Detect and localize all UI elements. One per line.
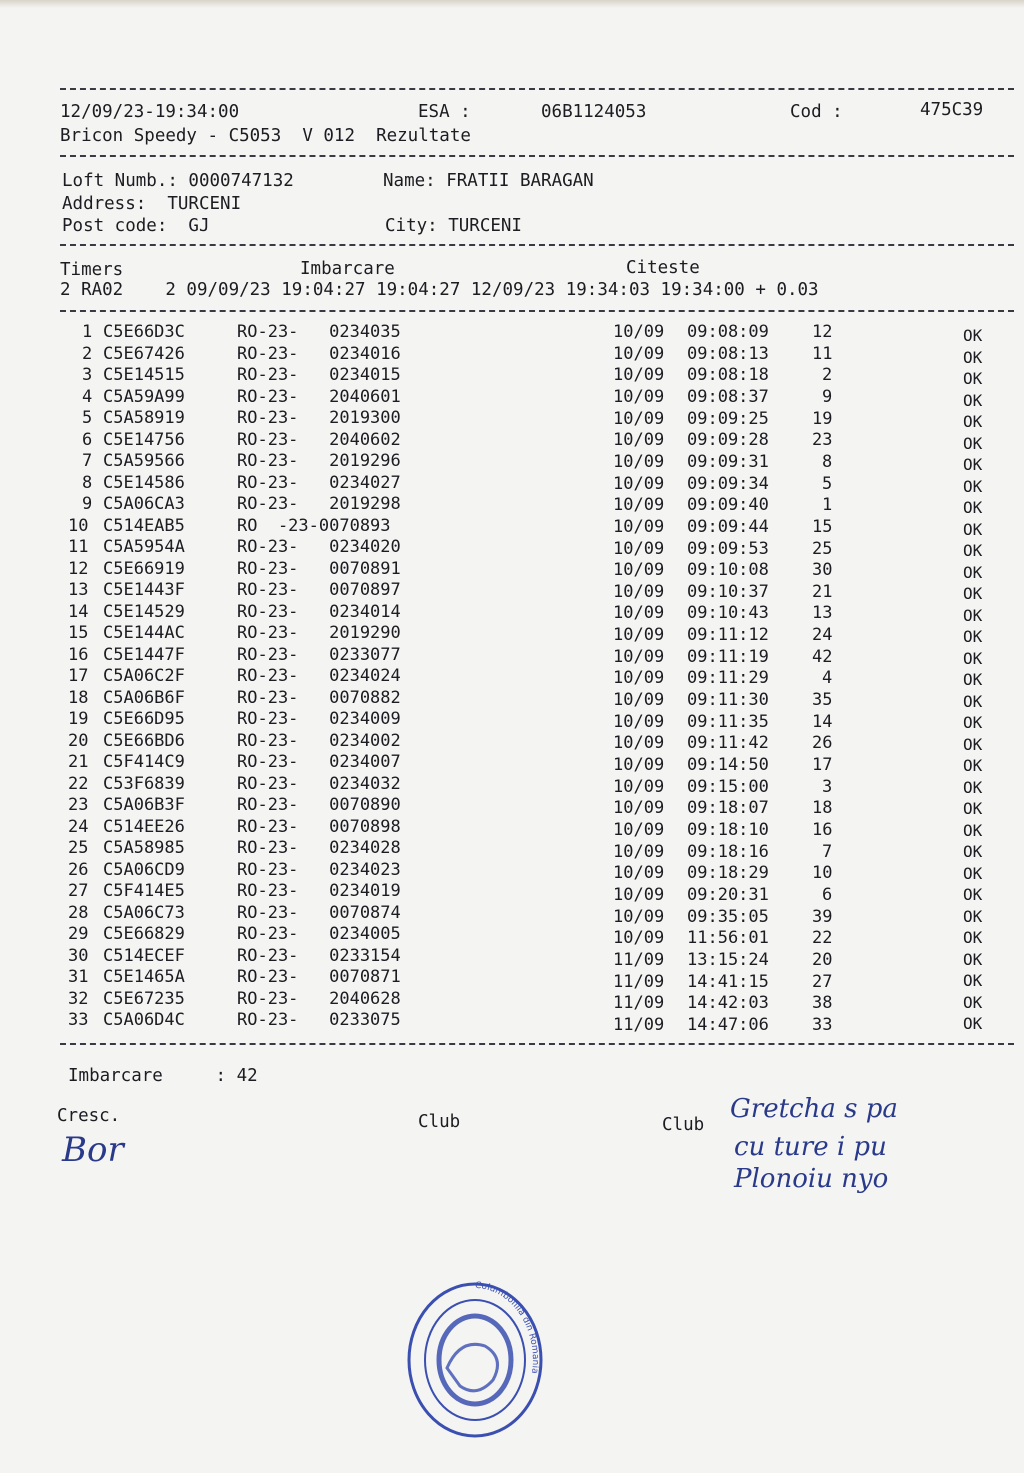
arrival-date: 11/09 (613, 1014, 665, 1035)
arrival-time: 09:09:31 (687, 451, 769, 472)
status-ok: OK (963, 326, 983, 345)
position: 6 (822, 884, 833, 905)
row-number: 31 (68, 967, 89, 987)
ring-number: RO-23- 0070897 (237, 580, 401, 600)
arrival-date: 10/09 (613, 538, 665, 559)
arrival-time: 14:47:06 (687, 1014, 769, 1035)
arrival-date: 10/09 (613, 841, 665, 862)
bird-code: C514EAB5 (103, 515, 185, 536)
position: 8 (822, 451, 833, 472)
row-number: 1 (82, 322, 93, 342)
arrival-date: 10/09 (613, 776, 665, 797)
status-ok: OK (963, 541, 983, 560)
bird-code: C5A5954A (103, 537, 185, 557)
ring-number: RO-23- 0234002 (237, 730, 401, 751)
status-ok: OK (963, 777, 983, 797)
arrival-time: 09:18:07 (687, 798, 769, 819)
status-ok: OK (963, 713, 983, 732)
arrival-time: 09:10:08 (687, 560, 769, 581)
arrival-date: 10/09 (613, 928, 665, 949)
ring-number: RO-23- 0070890 (237, 795, 401, 815)
print-datetime: 12/09/23-19:34:00 (60, 102, 240, 122)
ring-number: RO-23- 0234009 (237, 709, 401, 729)
arrival-time: 09:09:28 (687, 430, 769, 451)
arrival-date: 11/09 (613, 993, 665, 1014)
arrival-date: 10/09 (613, 603, 665, 624)
timer-row: 2 RA02 2 09/09/23 19:04:27 19:04:27 12/09/23 19:34:03 19:34:00 + 0.03 (60, 280, 819, 300)
bird-code: C5E14586 (103, 472, 185, 493)
arrival-date: 10/09 (613, 408, 665, 429)
handwritten-note-line: Plonoiu nyo (734, 1164, 889, 1194)
row-number: 24 (68, 816, 89, 837)
arrival-date: 10/09 (613, 733, 665, 754)
club-label: Club (662, 1115, 705, 1135)
bird-code: C5E1447F (103, 644, 185, 665)
row-number: 13 (68, 580, 89, 600)
arrival-time: 09:18:29 (687, 863, 769, 884)
ring-number: RO-23- 0234019 (237, 881, 401, 901)
position: 1 (822, 495, 833, 516)
bird-code: C5E66829 (103, 924, 185, 944)
arrival-date: 10/09 (613, 625, 665, 646)
ring-number: RO-23- 0234028 (237, 838, 401, 858)
divider (60, 1043, 1014, 1045)
arrival-time: 09:08:09 (687, 322, 769, 342)
position: 23 (812, 430, 833, 451)
position: 26 (812, 733, 833, 754)
status-ok: OK (963, 369, 983, 388)
arrival-date: 10/09 (613, 690, 665, 711)
row-number: 18 (68, 687, 89, 708)
row-number: 19 (68, 709, 89, 729)
arrival-date: 10/09 (613, 863, 665, 884)
ring-number: RO-23- 2040602 (237, 429, 401, 450)
row-number: 30 (68, 945, 89, 966)
position: 17 (812, 755, 833, 775)
arrival-date: 11/09 (613, 949, 665, 970)
imbarcare-label: Imbarcare (300, 259, 395, 279)
bird-code: C5A06D4C (103, 1010, 185, 1030)
position: 12 (812, 322, 833, 342)
position: 24 (812, 625, 833, 646)
row-number: 32 (68, 988, 89, 1009)
club-stamp (405, 1268, 545, 1438)
position: 19 (812, 408, 833, 429)
row-number: 6 (82, 429, 93, 450)
row-number: 33 (68, 1010, 89, 1030)
ring-number: RO-23- 0233077 (237, 644, 401, 665)
ring-number: RO-23- 2019296 (237, 451, 401, 471)
arrival-time: 11:56:01 (687, 928, 769, 949)
row-number: 27 (68, 881, 89, 901)
status-ok: OK (963, 455, 983, 474)
status-ok: OK (963, 390, 983, 410)
arrival-time: 09:11:35 (687, 711, 769, 732)
arrival-time: 09:10:43 (687, 603, 769, 624)
arrival-date: 11/09 (613, 971, 665, 992)
arrival-time: 09:09:34 (687, 473, 769, 494)
status-ok: OK (963, 691, 983, 711)
position: 30 (812, 560, 833, 581)
ring-number: RO-23- 0234027 (237, 472, 401, 493)
position: 21 (812, 581, 833, 602)
status-ok: OK (963, 863, 983, 883)
arrival-date: 10/09 (613, 798, 665, 819)
position: 3 (822, 776, 833, 797)
ring-number: RO -23-0070893 (237, 515, 391, 536)
ring-number: RO-23- 0234035 (237, 322, 401, 342)
cod-value: 475C39 (920, 100, 984, 120)
bird-code: C5E14529 (103, 601, 185, 622)
arrival-date: 10/09 (613, 819, 665, 840)
status-ok: OK (963, 627, 983, 646)
ring-number: RO-23- 0070871 (237, 967, 401, 987)
bird-code: C5A58919 (103, 408, 185, 428)
row-number: 16 (68, 644, 89, 665)
ring-number: RO-23- 2040601 (237, 386, 401, 407)
divider (60, 310, 1014, 312)
position: 11 (812, 343, 833, 364)
arrival-time: 09:11:19 (687, 646, 769, 667)
arrival-time: 14:42:03 (687, 993, 769, 1014)
position: 7 (822, 841, 833, 862)
scan-edge (0, 0, 1024, 8)
row-number: 26 (68, 859, 89, 880)
timers-label: Timers (60, 260, 124, 280)
position: 15 (812, 516, 833, 537)
arrival-date: 10/09 (613, 430, 665, 451)
status-ok: OK (963, 842, 983, 861)
position: 14 (812, 711, 833, 732)
status-ok: OK (963, 670, 983, 689)
imbarcare-total: Imbarcare : 42 (68, 1066, 258, 1086)
position: 9 (822, 386, 833, 407)
status-ok: OK (963, 476, 983, 496)
position: 33 (812, 1014, 833, 1035)
arrival-date: 10/09 (613, 473, 665, 494)
handwritten-note-line: Gretcha s pa (730, 1094, 898, 1124)
bird-code: C5E14756 (103, 429, 185, 450)
position: 20 (812, 949, 833, 970)
status-ok: OK (963, 433, 983, 453)
row-number: 23 (68, 795, 89, 815)
ring-number: RO-23- 0233075 (237, 1010, 401, 1030)
status-ok: OK (963, 799, 983, 818)
row-number: 4 (82, 386, 93, 407)
status-ok: OK (963, 734, 983, 754)
position: 27 (812, 971, 833, 992)
bird-code: C53F6839 (103, 773, 185, 794)
arrival-time: 09:08:18 (687, 365, 769, 386)
row-number: 20 (68, 730, 89, 751)
position: 38 (812, 993, 833, 1014)
arrival-date: 10/09 (613, 581, 665, 602)
bird-code: C5A59566 (103, 451, 185, 471)
esa-label: ESA : (418, 102, 471, 122)
bird-code: C5F414E5 (103, 881, 185, 901)
ring-number: RO-23- 0234024 (237, 666, 401, 686)
row-number: 2 (82, 343, 93, 364)
row-number: 21 (68, 752, 89, 772)
svg-text:Columbofilia din Romania (475, 1281, 540, 1374)
status-ok: OK (963, 756, 983, 775)
arrival-time: 09:08:13 (687, 343, 769, 364)
status-ok: OK (963, 992, 983, 1012)
row-number: 8 (82, 472, 93, 493)
citeste-label: Citeste (626, 258, 700, 278)
status-ok: OK (963, 885, 983, 904)
arrival-date: 10/09 (613, 516, 665, 537)
position: 18 (812, 798, 833, 819)
bird-code: C5E66D95 (103, 709, 185, 729)
bird-code: C5E67235 (103, 988, 185, 1009)
arrival-date: 10/09 (613, 343, 665, 364)
row-number: 29 (68, 924, 89, 944)
arrival-time: 09:11:29 (687, 668, 769, 689)
bird-code: C5E66BD6 (103, 730, 185, 751)
arrival-date: 10/09 (613, 495, 665, 516)
ring-number: RO-23- 0070891 (237, 558, 401, 579)
bird-code: C5E1465A (103, 967, 185, 987)
position: 4 (822, 668, 833, 689)
ring-number: RO-23- 0070882 (237, 687, 401, 708)
row-number: 14 (68, 601, 89, 622)
arrival-date: 10/09 (613, 884, 665, 905)
status-ok: OK (963, 820, 983, 840)
ring-number: RO-23- 0070874 (237, 902, 401, 923)
ring-number: RO-23- 0234015 (237, 365, 401, 385)
row-number: 15 (68, 623, 89, 643)
arrival-time: 09:20:31 (687, 884, 769, 905)
status-ok: OK (963, 648, 983, 668)
status-ok: OK (963, 971, 983, 990)
status-ok: OK (963, 519, 983, 539)
position: 16 (812, 819, 833, 840)
bird-code: C5E66919 (103, 558, 185, 579)
bird-code: C5A06CA3 (103, 494, 185, 514)
status-ok: OK (963, 498, 983, 517)
position: 2 (822, 365, 833, 386)
arrival-time: 09:11:12 (687, 625, 769, 646)
ring-number: RO-23- 0234020 (237, 537, 401, 557)
position: 42 (812, 646, 833, 667)
arrival-time: 13:15:24 (687, 949, 769, 970)
arrival-time: 09:15:00 (687, 776, 769, 797)
arrival-time: 09:18:10 (687, 819, 769, 840)
divider (60, 155, 1014, 157)
bird-code: C5A06C2F (103, 666, 185, 686)
row-number: 5 (82, 408, 93, 428)
bird-code: C5A59A99 (103, 386, 185, 407)
bird-code: C5A06CD9 (103, 859, 185, 880)
arrival-time: 09:10:37 (687, 581, 769, 602)
position: 25 (812, 538, 833, 559)
loft-postcode: Post code: GJ (62, 216, 210, 236)
ring-number: RO-23- 0234005 (237, 924, 401, 944)
bird-code: C5E67426 (103, 343, 185, 364)
arrival-date: 10/09 (613, 711, 665, 732)
loft-city: City: TURCENI (385, 216, 522, 236)
status-ok: OK (963, 906, 983, 926)
position: 5 (822, 473, 833, 494)
position: 10 (812, 863, 833, 884)
bird-code: C5E144AC (103, 623, 185, 643)
ring-number: RO-23- 0234023 (237, 859, 401, 880)
bird-code: C5E1443F (103, 580, 185, 600)
row-number: 10 (68, 515, 89, 536)
bird-code: C514EE26 (103, 816, 185, 837)
arrival-date: 10/09 (613, 322, 665, 342)
divider (60, 244, 1014, 246)
arrival-date: 10/09 (613, 365, 665, 386)
stamp-text: Columbofilia din Romania (474, 1280, 540, 1375)
status-ok: OK (963, 605, 983, 625)
bird-code: C5A06C73 (103, 902, 185, 923)
arrival-time: 09:14:50 (687, 755, 769, 775)
device-line: Bricon Speedy - C5053 V 012 Rezultate (60, 126, 471, 146)
row-number: 9 (82, 494, 93, 514)
row-number: 12 (68, 558, 89, 579)
cod-label: Cod : (790, 102, 843, 122)
row-number: 25 (68, 838, 89, 858)
ring-number: RO-23- 0070898 (237, 816, 401, 837)
bird-code: C5A06B3F (103, 795, 185, 815)
arrival-date: 10/09 (613, 755, 665, 775)
status-ok: OK (963, 412, 983, 431)
esa-value: 06B1124053 (541, 102, 647, 122)
arrival-time: 09:11:30 (687, 690, 769, 711)
ring-number: RO-23- 0234014 (237, 601, 401, 622)
cresc-label: Cresc. (57, 1106, 121, 1126)
arrival-time: 09:18:16 (687, 841, 769, 862)
position: 22 (812, 928, 833, 949)
loft-number: Loft Numb.: 0000747132 (62, 171, 294, 191)
arrival-time: 09:09:53 (687, 538, 769, 559)
handwritten-note-line: cu ture i pu (734, 1132, 887, 1162)
status-ok: OK (963, 562, 983, 582)
arrival-date: 10/09 (613, 386, 665, 407)
arrival-time: 09:09:44 (687, 516, 769, 537)
ring-number: RO-23- 2019300 (237, 408, 401, 428)
status-ok: OK (963, 949, 983, 969)
row-number: 28 (68, 902, 89, 923)
position: 13 (812, 603, 833, 624)
arrival-date: 10/09 (613, 451, 665, 472)
ring-number: RO-23- 0234016 (237, 343, 401, 364)
divider (60, 88, 1014, 90)
cresc-signature: Bor (62, 1130, 124, 1170)
ring-number: RO-23- 2019290 (237, 623, 401, 643)
ring-number: RO-23- 2019298 (237, 494, 401, 514)
bird-code: C5E14515 (103, 365, 185, 385)
status-ok: OK (963, 347, 983, 367)
status-ok: OK (963, 584, 983, 603)
position: 35 (812, 690, 833, 711)
row-number: 11 (68, 537, 89, 557)
row-number: 17 (68, 666, 89, 686)
bird-code: C5A58985 (103, 838, 185, 858)
arrival-date: 10/09 (613, 668, 665, 689)
ring-number: RO-23- 0233154 (237, 945, 401, 966)
ring-number: RO-23- 0234007 (237, 752, 401, 772)
arrival-date: 10/09 (613, 646, 665, 667)
status-ok: OK (963, 1014, 983, 1033)
bird-code: C5F414C9 (103, 752, 185, 772)
arrival-time: 09:09:25 (687, 408, 769, 429)
arrival-date: 10/09 (613, 906, 665, 927)
arrival-date: 10/09 (613, 560, 665, 581)
bird-code: C5E66D3C (103, 322, 185, 342)
arrival-time: 14:41:15 (687, 971, 769, 992)
club-label: Club (418, 1112, 461, 1132)
ring-number: RO-23- 2040628 (237, 988, 401, 1009)
bird-code: C514ECEF (103, 945, 185, 966)
loft-address: Address: TURCENI (62, 194, 242, 214)
position: 39 (812, 906, 833, 927)
row-number: 3 (82, 365, 93, 385)
arrival-time: 09:09:40 (687, 495, 769, 516)
row-number: 22 (68, 773, 89, 794)
arrival-time: 09:11:42 (687, 733, 769, 754)
loft-name: Name: FRATII BARAGAN (383, 171, 594, 191)
row-number: 7 (82, 451, 93, 471)
ring-number: RO-23- 0234032 (237, 773, 401, 794)
arrival-time: 09:08:37 (687, 386, 769, 407)
bird-code: C5A06B6F (103, 687, 185, 708)
arrival-time: 09:35:05 (687, 906, 769, 927)
status-ok: OK (963, 928, 983, 947)
